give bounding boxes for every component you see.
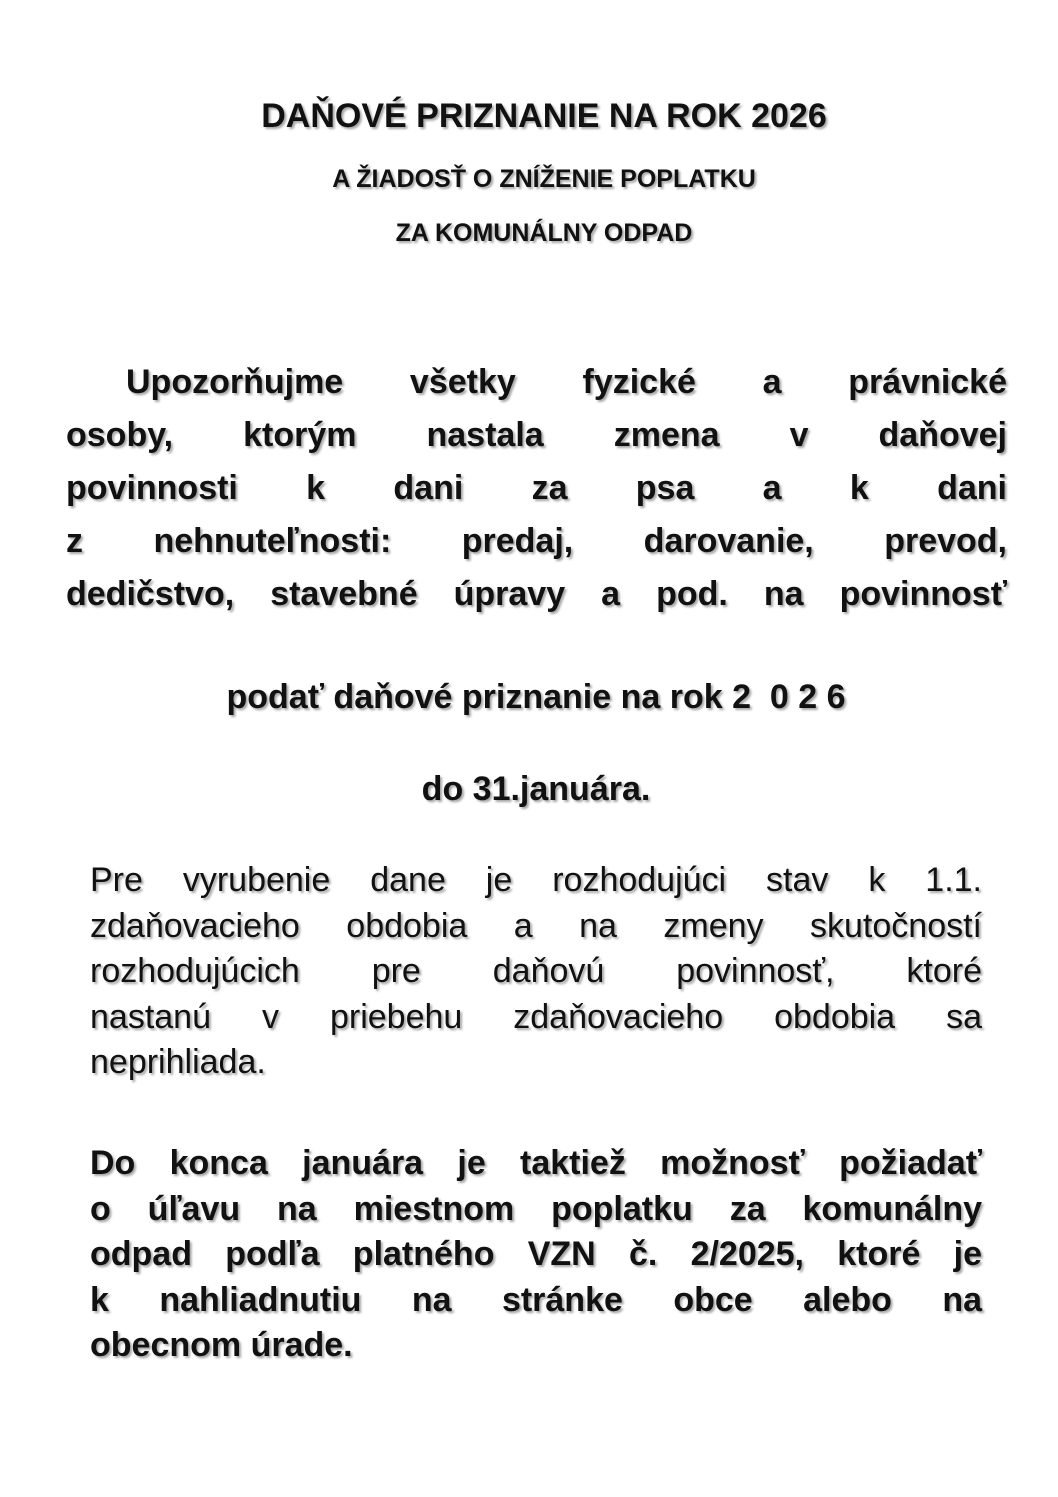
notice-line: z nehnuteľnosti: predaj, darovanie, prevod,	[66, 522, 1007, 560]
info-line: rozhodujúcich pre daňovú povinnosť, ktoré	[90, 952, 982, 990]
deadline-line: podať daňové priznanie na rok 2 0 2 6	[226, 678, 846, 716]
relief-paragraph	[90, 1141, 982, 1369]
info-line: nastanú v priebehu zdaňovacieho obdobia sa	[90, 997, 982, 1036]
info-paragraph	[90, 858, 982, 1086]
relief-line: k nahliadnutiu na stránke obce alebo na	[90, 1280, 982, 1319]
document-title: DAŇOVÉ PRIZNANIE NA ROK 2026	[261, 97, 827, 135]
notice-paragraph	[66, 356, 1007, 621]
info-line: zdaňovacieho obdobia a na zmeny skutočností	[90, 906, 982, 945]
relief-line: o úľavu na miestnom poplatku za komunálny	[90, 1189, 982, 1228]
deadline-date: do 31.januára.	[421, 770, 651, 808]
notice-line: povinnosti k dani za psa a k dani	[66, 469, 1007, 507]
info-line: neprihliada.	[90, 1043, 266, 1081]
notice-line: dedičstvo, stavebné úpravy a pod. na povinnosť	[66, 575, 1007, 613]
notice-line: Upozorňujme všetky fyzické a právnické	[126, 363, 1007, 401]
relief-line: odpad podľa platného VZN č. 2/2025, ktoré je	[90, 1235, 982, 1273]
document-subtitle-line1: A ŽIADOSŤ O ZNÍŽENIE POPLATKU	[332, 165, 756, 193]
relief-line: Do konca januára je taktiež možnosť požiadať	[90, 1144, 982, 1182]
notice-line: osoby, ktorým nastala zmena v daňovej	[66, 416, 1007, 454]
document-subtitle-line2: ZA KOMUNÁLNY ODPAD	[395, 219, 693, 247]
relief-line: obecnom úrade.	[90, 1326, 353, 1364]
info-line: Pre vyrubenie dane je rozhodujúci stav k 1.1.	[90, 861, 982, 899]
